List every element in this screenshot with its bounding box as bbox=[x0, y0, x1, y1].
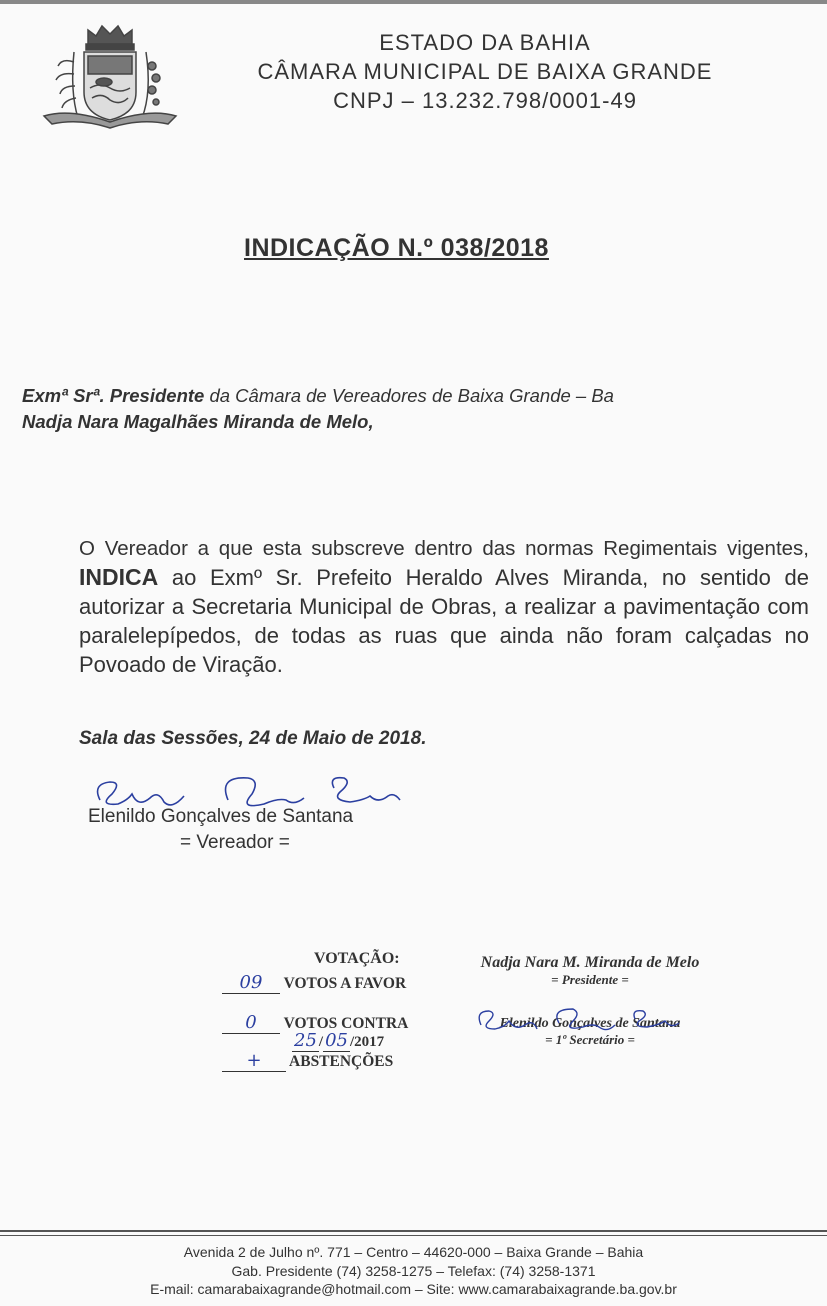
footer-phones: Gab. Presidente (74) 3258-1275 – Telefax: (74) 3258-1371 bbox=[231, 1262, 596, 1279]
footer-contact: E-mail: camarabaixagrande@hotmail.com – Site: www.camarabaixagrande.ba.gov.br bbox=[150, 1281, 677, 1297]
addressee-name: Nadja Nara Magalhães Miranda de Melo, bbox=[22, 411, 374, 432]
signer-name: Elenildo Gonçalves de Santana bbox=[88, 806, 354, 827]
president-name: Nadja Nara M. Miranda de Melo bbox=[480, 954, 700, 971]
letterhead-cnpj: CNPJ – 13.232.798/0001-49 bbox=[333, 88, 637, 113]
votes-favor-count: 09 bbox=[222, 972, 280, 994]
secretary-signature-icon bbox=[475, 1005, 685, 1039]
footer-rule bbox=[0, 1230, 827, 1232]
votes-favor-row bbox=[222, 972, 406, 994]
body-request: ao Exmº Sr. Prefeito Heraldo Alves Miranda, no sentido de autorizar a Secretaria Municipal de Obras, a realizar a pavimentação com paralelepípedos, de todas as ruas que ainda não foram calçadas no Povoado de Viração. bbox=[79, 565, 809, 677]
footer-rule-thin bbox=[0, 1235, 827, 1236]
closing-date: Sala das Sessões, 24 de Maio de 2018. bbox=[79, 728, 427, 749]
body-indica: INDICA bbox=[79, 564, 159, 590]
body-intro: O Vereador a que esta subscreve dentro das normas Regimentais vigentes, bbox=[79, 537, 809, 560]
top-edge-rule bbox=[0, 0, 827, 4]
votes-contra-label: VOTOS CONTRA bbox=[283, 1015, 409, 1032]
abstencoes-mark: + bbox=[222, 1050, 286, 1072]
abstencoes-row bbox=[222, 1050, 393, 1072]
voting-date: 25 / 05 /2017 bbox=[294, 1030, 385, 1051]
addressee-institution: da Câmara de Vereadores de Baixa Grande – Ba bbox=[204, 385, 614, 406]
addressee-salutation: Exmª Srª. Presidente bbox=[22, 385, 205, 406]
letterhead-chamber: CÂMARA MUNICIPAL DE BAIXA GRANDE bbox=[257, 59, 713, 84]
letterhead bbox=[190, 28, 780, 115]
voting-date-month: 05 bbox=[325, 1030, 348, 1051]
addressee-block bbox=[22, 383, 614, 435]
votes-contra-count: 0 bbox=[222, 1012, 280, 1034]
letterhead-state: ESTADO DA BAHIA bbox=[379, 30, 591, 55]
signer-role: = Vereador = bbox=[180, 832, 290, 853]
voting-date-year: /2017 bbox=[349, 1034, 385, 1050]
secretary-name: Elenildo Gonçalves de Santana bbox=[499, 1016, 681, 1031]
abstencoes-label: ABSTENÇÕES bbox=[289, 1053, 394, 1070]
footer bbox=[0, 1243, 827, 1299]
secretary-role: = 1º Secretário = bbox=[545, 1032, 635, 1047]
president-role: = Presidente = bbox=[551, 972, 629, 987]
document-title: INDICAÇÃO N.º 038/2018 bbox=[244, 234, 549, 262]
footer-address: Avenida 2 de Julho nº. 771 – Centro – 44620-000 – Baixa Grande – Bahia bbox=[183, 1244, 644, 1260]
indication-body bbox=[79, 535, 809, 680]
municipal-crest-icon bbox=[40, 22, 180, 130]
voting-date-day: 25 bbox=[294, 1030, 317, 1051]
voting-title: VOTAÇÃO: bbox=[314, 950, 400, 967]
votes-favor-label: VOTOS A FAVOR bbox=[283, 975, 407, 992]
